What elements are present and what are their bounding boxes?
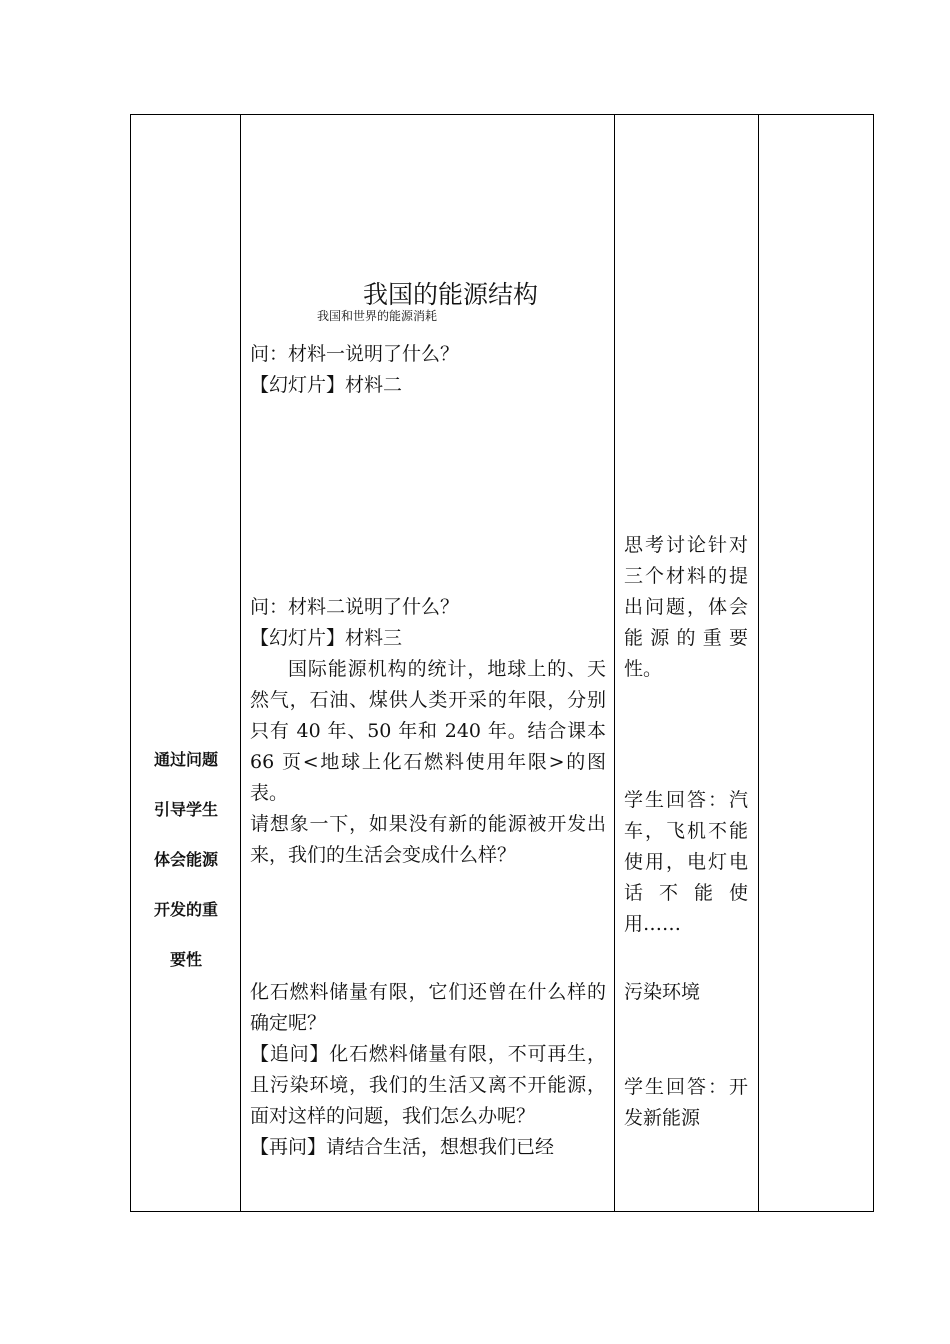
slide-2-label: 【幻灯片】材料二 xyxy=(250,374,403,396)
column-divider-1 xyxy=(240,115,241,1211)
chart-title: 我国的能源结构 xyxy=(363,280,539,309)
question-2: 问：材料二说明了什么？ xyxy=(250,596,460,618)
teacher-block-3 xyxy=(250,977,606,1163)
question-1: 问：材料一说明了什么？ xyxy=(250,343,460,365)
intent-line: 要性 xyxy=(169,950,202,969)
student-response-4 xyxy=(624,1072,748,1134)
imagine-question: 请想象一下，如果没有新的能源被开发出来，我们的生活会变成什么样？ xyxy=(250,813,606,866)
follow-up-question: 【追问】化石燃料储量有限，不可再生，且污染环境，我们的生活又离不开能源，面对这样的问题，我们怎么办呢？ xyxy=(250,1043,606,1127)
teacher-block-2 xyxy=(250,592,606,871)
teacher-block-1 xyxy=(250,339,606,401)
fossil-fuel-question: 化石燃料储量有限，它们还曾在什么样的确定呢？ xyxy=(250,981,606,1034)
material-3-text: 国际能源机构的统计，地球上的、天然气，石油、煤供人类开采的年限，分别只有 40 年、50 年和 240 年。结合课本 66 页<地球上化石燃料使用年限>的图表。 xyxy=(250,658,606,804)
response-text: 思考讨论针对三个材料的提出问题，体会能源的重要性。 xyxy=(624,534,748,680)
intent-line: 体会能源 xyxy=(153,850,218,869)
student-response-1 xyxy=(624,530,748,685)
response-text: 污染环境 xyxy=(624,981,701,1003)
teaching-intent-cell xyxy=(131,735,241,985)
student-response-3 xyxy=(624,977,748,1008)
student-response-2 xyxy=(624,785,748,940)
response-text: 学生回答：汽车，飞机不能使用，电灯电话 不 能 使用…… xyxy=(624,789,748,935)
chart-subtitle: 我国和世界的能源消耗 xyxy=(317,309,438,323)
slide-3-label: 【幻灯片】材料三 xyxy=(250,627,403,649)
intent-line: 引导学生 xyxy=(153,800,218,819)
intent-line: 通过问题 xyxy=(153,750,218,769)
column-divider-2 xyxy=(614,115,615,1211)
lesson-plan-table xyxy=(130,114,874,1212)
response-text: 学生回答：开发新能源 xyxy=(624,1076,748,1129)
further-question: 【再问】请结合生活，想想我们已经 xyxy=(250,1136,555,1158)
intent-line: 开发的重 xyxy=(153,900,218,919)
column-divider-3 xyxy=(758,115,759,1211)
